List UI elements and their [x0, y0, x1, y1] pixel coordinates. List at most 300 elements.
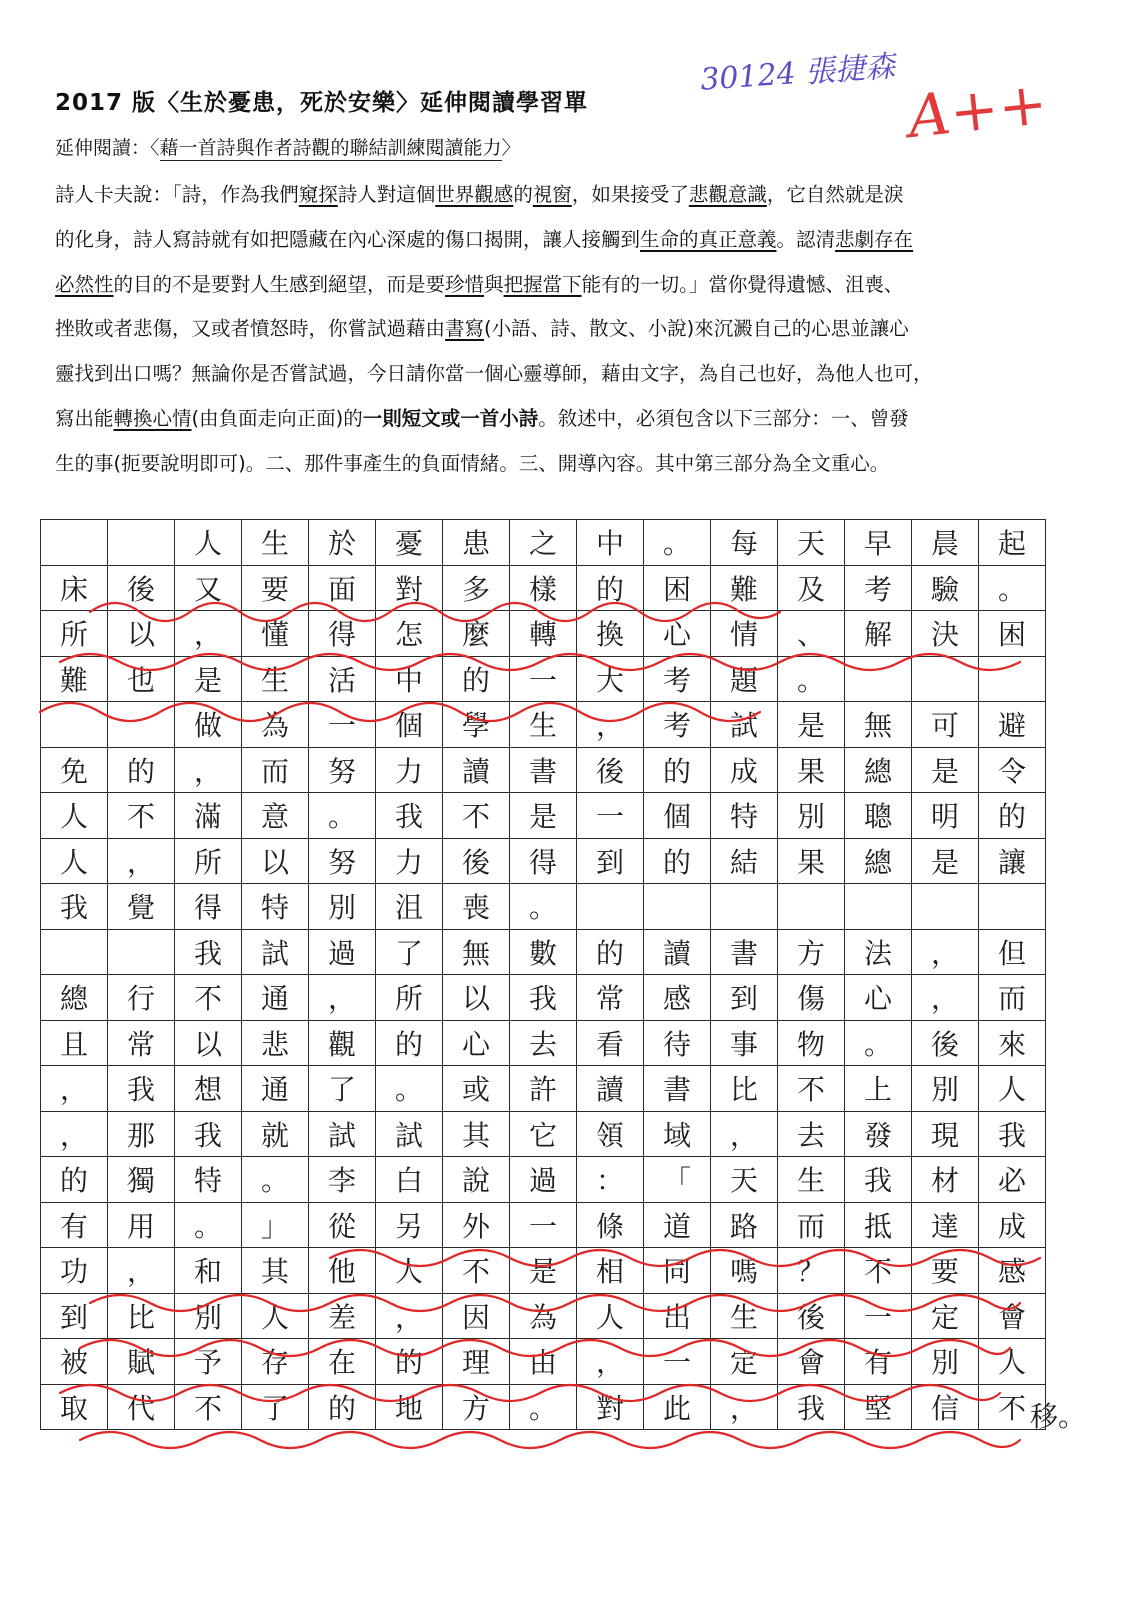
essay-cell: 的: [108, 747, 175, 793]
essay-row: [41, 884, 1046, 930]
instruction-segment: 生命的真正意義: [640, 227, 777, 251]
essay-cell: 用: [108, 1202, 175, 1248]
essay-cell: 做: [175, 702, 242, 748]
essay-row: [41, 929, 1046, 975]
essay-cell: 待: [644, 1020, 711, 1066]
essay-cell: 人: [175, 520, 242, 566]
essay-cell: 人: [376, 1248, 443, 1294]
sheet-title: 2017 版〈生於憂患，死於安樂〉延伸閱讀學習單: [55, 90, 589, 116]
essay-cell: 後: [443, 838, 510, 884]
instruction-segment: 生的事(扼要說明即可)。二、那件事產生的負面情緒。三、開導內容。其中第三部分為全文重心。: [55, 451, 890, 475]
essay-cell: 以: [175, 1020, 242, 1066]
essay-cell: 路: [711, 1202, 778, 1248]
essay-row: [41, 747, 1046, 793]
essay-cell: 方: [443, 1384, 510, 1430]
essay-cell: 的: [644, 838, 711, 884]
essay-cell: 其: [242, 1248, 309, 1294]
essay-cell: 令: [979, 747, 1046, 793]
essay-cell: 會: [979, 1293, 1046, 1339]
essay-row: [41, 1202, 1046, 1248]
essay-cell: 達: [912, 1202, 979, 1248]
essay-row: [41, 1248, 1046, 1294]
essay-cell: 困: [979, 611, 1046, 657]
essay-cell: 說: [443, 1157, 510, 1203]
essay-cell: 獨: [108, 1157, 175, 1203]
essay-cell: 我: [376, 793, 443, 839]
essay-cell: [711, 884, 778, 930]
essay-cell: 但: [979, 929, 1046, 975]
essay-cell: [912, 884, 979, 930]
essay-cell: 讓: [979, 838, 1046, 884]
student-id-name: 30124 張捷森: [699, 49, 897, 98]
essay-cell: 無: [845, 702, 912, 748]
essay-cell: 難: [711, 565, 778, 611]
essay-cell: 被: [41, 1339, 108, 1385]
essay-row: [41, 565, 1046, 611]
essay-cell: 不: [108, 793, 175, 839]
essay-cell: 所: [376, 975, 443, 1021]
essay-cell: 麼: [443, 611, 510, 657]
essay-cell: 難: [41, 656, 108, 702]
essay-cell: 取: [41, 1384, 108, 1430]
essay-cell: 通: [242, 975, 309, 1021]
essay-cell: 許: [510, 1066, 577, 1112]
essay-row: [41, 1066, 1046, 1112]
essay-cell: 我: [41, 884, 108, 930]
essay-row: [41, 975, 1046, 1021]
essay-cell: 外: [443, 1202, 510, 1248]
instruction-segment: 的目的不是要對人生感到絕望，而是要: [113, 272, 446, 296]
essay-cell: 後: [778, 1293, 845, 1339]
essay-cell: 心: [644, 611, 711, 657]
essay-cell: 另: [376, 1202, 443, 1248]
instructions-paragraph: [55, 173, 1055, 487]
essay-cell: 的: [41, 1157, 108, 1203]
essay-cell: 情: [711, 611, 778, 657]
essay-cell: 喪: [443, 884, 510, 930]
essay-cell: 來: [979, 1020, 1046, 1066]
essay-cell: 試: [376, 1111, 443, 1157]
essay-cell: 其: [443, 1111, 510, 1157]
instruction-line: [55, 173, 1055, 218]
essay-cell: 以: [443, 975, 510, 1021]
instruction-segment: 與: [484, 272, 504, 296]
essay-cell: ，: [912, 975, 979, 1021]
essay-cell: 條: [577, 1202, 644, 1248]
essay-cell: 大: [577, 656, 644, 702]
essay-cell: 別: [175, 1293, 242, 1339]
essay-cell: [979, 884, 1046, 930]
essay-cell: 聰: [845, 793, 912, 839]
essay-cell: 憂: [376, 520, 443, 566]
essay-cell: 且: [41, 1020, 108, 1066]
essay-cell: 對: [376, 565, 443, 611]
essay-cell: 後: [577, 747, 644, 793]
essay-cell: 定: [711, 1339, 778, 1385]
instruction-segment: 轉換心情: [113, 406, 192, 430]
essay-cell: 常: [577, 975, 644, 1021]
essay-cell: 起: [979, 520, 1046, 566]
essay-cell: 、: [778, 611, 845, 657]
essay-grid-container: [40, 519, 1030, 1439]
essay-cell: 不: [979, 1384, 1046, 1430]
essay-cell: 我: [175, 929, 242, 975]
essay-cell: 了: [309, 1066, 376, 1112]
essay-cell: 可: [912, 702, 979, 748]
instruction-segment: (小語、詩、散文、小說)來沉澱自己的心思並讓心: [484, 317, 909, 341]
essay-cell: 人: [979, 1339, 1046, 1385]
essay-cell: 讀: [443, 747, 510, 793]
essay-cell: 是: [912, 838, 979, 884]
essay-cell: 傷: [778, 975, 845, 1021]
essay-cell: 面: [309, 565, 376, 611]
essay-cell: 因: [443, 1293, 510, 1339]
essay-cell: 的: [376, 1339, 443, 1385]
essay-cell: 換: [577, 611, 644, 657]
essay-cell: 材: [912, 1157, 979, 1203]
essay-cell: 無: [443, 929, 510, 975]
essay-cell: 從: [309, 1202, 376, 1248]
essay-cell: [108, 520, 175, 566]
subtitle-prefix: 延伸閱讀：〈: [55, 137, 160, 159]
essay-cell: 是: [510, 1248, 577, 1294]
essay-cell: 物: [778, 1020, 845, 1066]
essay-cell: 一: [510, 1202, 577, 1248]
essay-cell: 滿: [175, 793, 242, 839]
essay-cell: 去: [778, 1111, 845, 1157]
essay-cell: 得: [175, 884, 242, 930]
essay-cell: 及: [778, 565, 845, 611]
essay-cell: 沮: [376, 884, 443, 930]
essay-cell: 別: [912, 1066, 979, 1112]
essay-cell: 他: [309, 1248, 376, 1294]
essay-cell: [845, 884, 912, 930]
essay-row: [41, 520, 1046, 566]
instruction-segment: 。敘述中，必須包含以下三部分：一、曾發: [538, 406, 909, 430]
essay-cell: [108, 702, 175, 748]
essay-cell: 讀: [577, 1066, 644, 1112]
essay-cell: 一: [510, 656, 577, 702]
essay-cell: 就: [242, 1111, 309, 1157]
essay-cell: ，: [175, 747, 242, 793]
essay-cell: 力: [376, 838, 443, 884]
essay-cell: 天: [711, 1157, 778, 1203]
essay-cell: 考: [644, 656, 711, 702]
essay-cell: 特: [242, 884, 309, 930]
essay-cell: 不: [175, 1384, 242, 1430]
essay-cell: 去: [510, 1020, 577, 1066]
essay-cell: 而: [778, 1202, 845, 1248]
instruction-segment: 的化身，詩人寫詩就有如把隱藏在內心深處的傷口揭開，讓人接觸到: [55, 227, 641, 251]
essay-cell: 的: [376, 1020, 443, 1066]
essay-cell: ，: [175, 611, 242, 657]
essay-cell: 成: [711, 747, 778, 793]
essay-cell: 代: [108, 1384, 175, 1430]
essay-cell: ，: [108, 838, 175, 884]
essay-cell: 一: [577, 793, 644, 839]
essay-cell: 免: [41, 747, 108, 793]
essay-cell: 現: [912, 1111, 979, 1157]
essay-cell: 。: [175, 1202, 242, 1248]
essay-cell: 天: [778, 520, 845, 566]
essay-cell: 覺: [108, 884, 175, 930]
essay-cell: 為: [242, 702, 309, 748]
essay-cell: 為: [510, 1293, 577, 1339]
essay-cell: 必: [979, 1157, 1046, 1203]
essay-cell: 和: [175, 1248, 242, 1294]
essay-cell: 。: [778, 656, 845, 702]
essay-cell: 堅: [845, 1384, 912, 1430]
essay-cell: 意: [242, 793, 309, 839]
instruction-segment: 詩人卡夫說：「詩，作為我們: [55, 183, 299, 206]
essay-cell: 」: [242, 1202, 309, 1248]
essay-cell: 困: [644, 565, 711, 611]
instruction-line: [55, 218, 1055, 263]
essay-cell: 有: [41, 1202, 108, 1248]
essay-cell: 樣: [510, 565, 577, 611]
essay-cell: 悲: [242, 1020, 309, 1066]
essay-cell: 書: [711, 929, 778, 975]
instruction-segment: 詩人對這個: [337, 183, 436, 206]
essay-cell: 以: [108, 611, 175, 657]
instruction-line: [55, 307, 1055, 352]
essay-cell: 是: [912, 747, 979, 793]
essay-cell: 比: [711, 1066, 778, 1112]
essay-cell: 想: [175, 1066, 242, 1112]
subtitle-text: 藉一首詩與作者詩觀的聯結訓練閱讀能力: [159, 137, 502, 159]
essay-cell: 患: [443, 520, 510, 566]
essay-cell: 有: [845, 1339, 912, 1385]
essay-cell: 會: [778, 1339, 845, 1385]
reading-subtitle: [55, 133, 521, 160]
essay-cell: 我: [979, 1111, 1046, 1157]
essay-cell: 晨: [912, 520, 979, 566]
essay-cell: 解: [845, 611, 912, 657]
essay-cell: 過: [309, 929, 376, 975]
essay-cell: ，: [376, 1293, 443, 1339]
essay-cell: 我: [845, 1157, 912, 1203]
essay-cell: 早: [845, 520, 912, 566]
essay-cell: 白: [376, 1157, 443, 1203]
essay-cell: 我: [510, 975, 577, 1021]
essay-cell: 道: [644, 1202, 711, 1248]
essay-cell: 床: [41, 565, 108, 611]
essay-cell: 而: [979, 975, 1046, 1021]
essay-cell: 那: [108, 1111, 175, 1157]
essay-cell: 或: [443, 1066, 510, 1112]
essay-cell: 通: [242, 1066, 309, 1112]
essay-cell: 所: [175, 838, 242, 884]
essay-cell: 域: [644, 1111, 711, 1157]
essay-cell: 我: [108, 1066, 175, 1112]
essay-cell: 於: [309, 520, 376, 566]
essay-row: [41, 1111, 1046, 1157]
essay-cell: ，: [41, 1066, 108, 1112]
essay-cell: 的: [309, 1384, 376, 1430]
essay-cell: [108, 929, 175, 975]
essay-cell: 題: [711, 656, 778, 702]
essay-cell: 一: [309, 702, 376, 748]
essay-cell: 別: [309, 884, 376, 930]
essay-cell: 努: [309, 747, 376, 793]
essay-cell: 中: [577, 520, 644, 566]
essay-cell: ，: [309, 975, 376, 1021]
essay-cell: 得: [309, 611, 376, 657]
essay-cell: 了: [376, 929, 443, 975]
essay-cell: 。: [242, 1157, 309, 1203]
essay-cell: 不: [443, 1248, 510, 1294]
essay-cell: 對: [577, 1384, 644, 1430]
essay-row: [41, 1157, 1046, 1203]
essay-cell: 人: [577, 1293, 644, 1339]
essay-cell: 常: [108, 1020, 175, 1066]
essay-cell: 是: [510, 793, 577, 839]
essay-cell: 定: [912, 1293, 979, 1339]
essay-cell: 一: [644, 1339, 711, 1385]
instruction-line: [55, 442, 1055, 487]
essay-cell: 後: [108, 565, 175, 611]
instruction-segment: 世界觀感: [435, 183, 514, 206]
essay-cell: 數: [510, 929, 577, 975]
essay-cell: 感: [979, 1248, 1046, 1294]
instruction-segment: 靈找到出口嗎？無論你是否嘗試過，今日請你當一個心靈導師，藉由文字，為自己也好，為他人也可，: [55, 362, 933, 386]
essay-cell: 一: [845, 1293, 912, 1339]
essay-grid: [40, 519, 1046, 1430]
essay-row: [41, 838, 1046, 884]
essay-cell: 到: [577, 838, 644, 884]
essay-cell: 地: [376, 1384, 443, 1430]
essay-cell: 人: [979, 1066, 1046, 1112]
essay-cell: 的: [644, 747, 711, 793]
essay-overflow-text: 移。: [1030, 1400, 1087, 1433]
instruction-segment: 悲觀意識: [688, 183, 767, 206]
essay-cell: 比: [108, 1293, 175, 1339]
essay-cell: 懂: [242, 611, 309, 657]
essay-cell: 方: [778, 929, 845, 975]
essay-cell: [41, 929, 108, 975]
essay-cell: 結: [711, 838, 778, 884]
essay-cell: 特: [711, 793, 778, 839]
essay-cell: ，: [577, 1339, 644, 1385]
essay-cell: 後: [912, 1020, 979, 1066]
grade-mark: A++: [904, 68, 1051, 152]
essay-cell: 到: [41, 1293, 108, 1339]
essay-cell: 此: [644, 1384, 711, 1430]
instruction-segment: 挫敗或者悲傷，又或者憤怒時，你嘗試過藉由: [55, 317, 446, 341]
instruction-segment: 能有的一切。」當你覺得遺憾、沮喪、: [581, 272, 904, 296]
instruction-segment: 珍惜: [445, 272, 485, 296]
essay-cell: ，: [577, 702, 644, 748]
essay-cell: 出: [644, 1293, 711, 1339]
instruction-line: [55, 397, 1055, 442]
essay-cell: 。: [309, 793, 376, 839]
instruction-segment: 把握當下: [503, 272, 582, 296]
essay-cell: 得: [510, 838, 577, 884]
essay-cell: 李: [309, 1157, 376, 1203]
essay-cell: 。: [376, 1066, 443, 1112]
essay-row: [41, 656, 1046, 702]
essay-cell: 心: [443, 1020, 510, 1066]
essay-cell: 所: [41, 611, 108, 657]
essay-cell: ，: [41, 1111, 108, 1157]
essay-cell: 別: [778, 793, 845, 839]
essay-cell: 生: [242, 520, 309, 566]
essay-cell: 別: [912, 1339, 979, 1385]
instruction-segment: 悲劇存在: [835, 227, 914, 251]
essay-cell: 的: [577, 565, 644, 611]
essay-cell: [577, 884, 644, 930]
essay-cell: 上: [845, 1066, 912, 1112]
essay-cell: ：: [577, 1157, 644, 1203]
essay-cell: 力: [376, 747, 443, 793]
essay-cell: 法: [845, 929, 912, 975]
essay-cell: 的: [443, 656, 510, 702]
instruction-segment: 。認清: [776, 227, 836, 251]
essay-cell: 書: [510, 747, 577, 793]
essay-cell: 而: [242, 747, 309, 793]
essay-cell: 存: [242, 1339, 309, 1385]
essay-cell: 看: [577, 1020, 644, 1066]
instruction-segment: (由負面走向正面)的: [191, 406, 363, 430]
essay-cell: 賦: [108, 1339, 175, 1385]
essay-cell: 。: [979, 565, 1046, 611]
essay-cell: [778, 884, 845, 930]
essay-cell: 人: [41, 793, 108, 839]
essay-cell: [644, 884, 711, 930]
essay-cell: 心: [845, 975, 912, 1021]
essay-cell: 決: [912, 611, 979, 657]
instruction-segment: 視窗: [532, 183, 572, 206]
subtitle-suffix: 〉: [501, 137, 521, 159]
instruction-line: [55, 263, 1055, 308]
essay-cell: 驗: [912, 565, 979, 611]
essay-cell: 不: [778, 1066, 845, 1112]
essay-cell: ，: [912, 929, 979, 975]
essay-cell: 怎: [376, 611, 443, 657]
essay-cell: 了: [242, 1384, 309, 1430]
essay-cell: 過: [510, 1157, 577, 1203]
essay-cell: 我: [778, 1384, 845, 1430]
essay-cell: 以: [242, 838, 309, 884]
instruction-segment: 的: [513, 183, 533, 206]
essay-cell: 果: [778, 747, 845, 793]
essay-cell: 之: [510, 520, 577, 566]
essay-cell: 不: [443, 793, 510, 839]
instruction-segment: ，如果接受了: [571, 183, 689, 206]
essay-cell: [979, 656, 1046, 702]
instruction-segment: 書寫: [445, 317, 485, 341]
essay-cell: 是: [778, 702, 845, 748]
essay-cell: 的: [979, 793, 1046, 839]
essay-cell: 。: [510, 1384, 577, 1430]
essay-cell: 感: [644, 975, 711, 1021]
essay-cell: 明: [912, 793, 979, 839]
essay-cell: 生: [510, 702, 577, 748]
essay-cell: 同: [644, 1248, 711, 1294]
essay-cell: 學: [443, 702, 510, 748]
essay-cell: 努: [309, 838, 376, 884]
essay-cell: 嗎: [711, 1248, 778, 1294]
essay-cell: 活: [309, 656, 376, 702]
essay-cell: 功: [41, 1248, 108, 1294]
essay-cell: 個: [644, 793, 711, 839]
essay-cell: 在: [309, 1339, 376, 1385]
essay-cell: 不: [175, 975, 242, 1021]
essay-cell: 個: [376, 702, 443, 748]
instruction-segment: 窺探: [298, 183, 338, 206]
essay-cell: ，: [711, 1384, 778, 1430]
essay-row: [41, 702, 1046, 748]
